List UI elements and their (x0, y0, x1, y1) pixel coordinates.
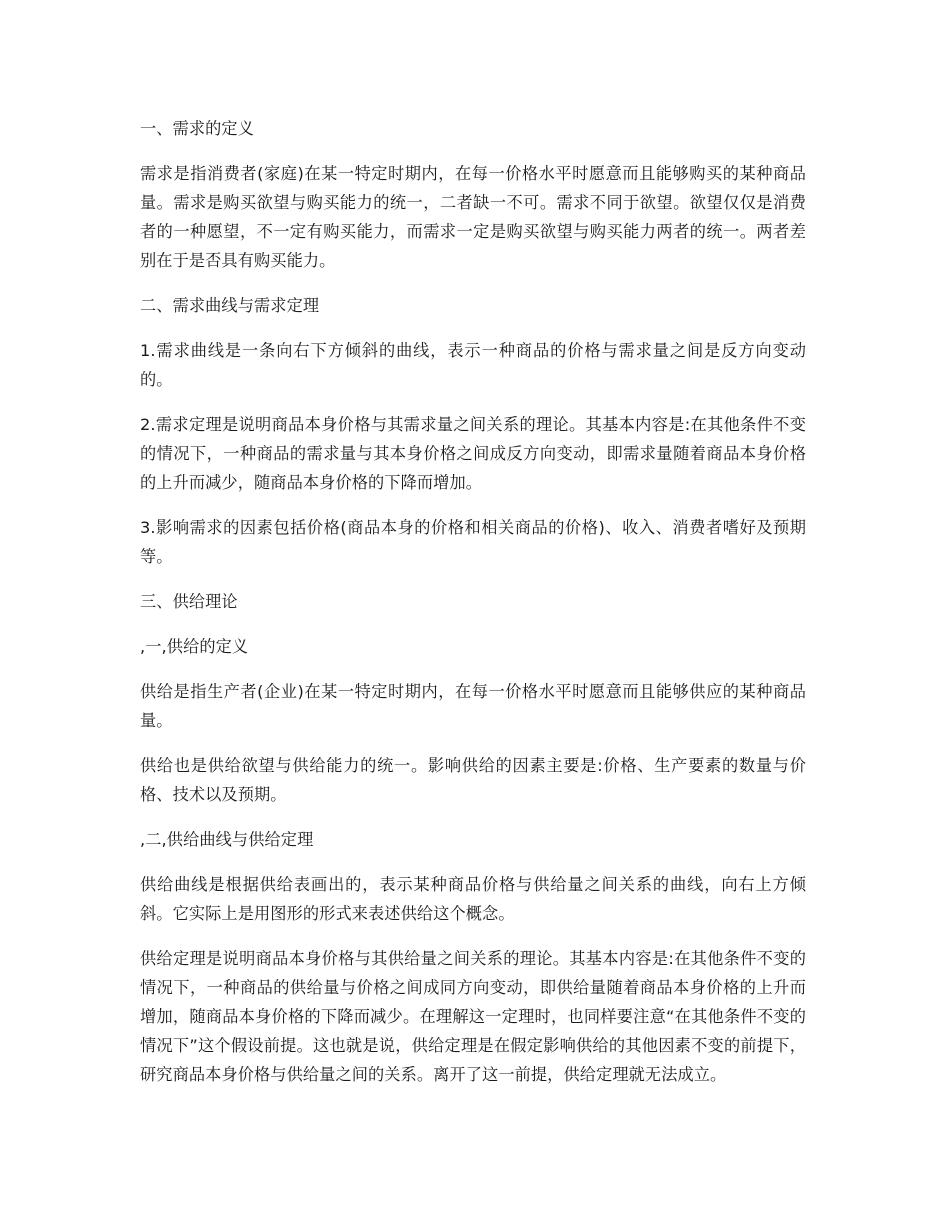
paragraph-supply-law: 供给定理是说明商品本身价格与其供给量之间关系的理论。其基本内容是:在其他条件不变的情况下，一种商品的供给量与价格之间成同方向变动，即供给量随着商品本身价格的上升而增加，随商品本身价格的下降而减少。在理解这一定理时，也同样要注意“在其他条件不变的情况下”这个假设前提。这也就是说，供给定理是在假定影响供给的其他因素不变的前提下，研究商品本身价格与供给量之间的关系。离开了这一前提，供给定理就无法成立。 (140, 949, 806, 1084)
section-heading-supply-theory: 三、供给理论 (140, 592, 238, 611)
subheading-supply-definition: ,一,供给的定义 (140, 637, 249, 656)
section-heading-demand-curve: 二、需求曲线与需求定理 (140, 296, 320, 315)
paragraph-supply-curve: 供给曲线是根据供给表画出的，表示某种商品价格与供给量之间关系的曲线，向右上方倾斜。它实际上是用图形的形式来表述供给这个概念。 (140, 875, 806, 923)
paragraph-demand-curve-item-2: 2.需求定理是说明商品本身价格与其需求量之间关系的理论。其基本内容是:在其他条件不变的情况下，一种商品的需求量与其本身价格之间成反方向变动，即需求量随着商品本身价格的上升而减少，随商品本身价格的下降而增加。 (140, 415, 806, 492)
paragraph-supply-factors: 供给也是供给欲望与供给能力的统一。影响供给的因素主要是:价格、生产要素的数量与价格、技术以及预期。 (140, 756, 806, 804)
paragraph-demand-definition: 需求是指消费者(家庭)在某一特定时期内，在每一价格水平时愿意而且能够购买的某种商品量。需求是购买欲望与购买能力的统一，二者缺一不可。需求不同于欲望。欲望仅仅是消费者的一种愿望，不一定有购买能力，而需求一定是购买欲望与购买能力两者的统一。两者差别在于是否具有购买能力。 (140, 164, 806, 270)
section-heading-demand-definition: 一、需求的定义 (140, 119, 255, 138)
paragraph-demand-curve-item-3: 3.影响需求的因素包括价格(商品本身的价格和相关商品的价格)、收入、消费者嗜好及预期等。 (140, 518, 806, 566)
subheading-supply-curve: ,二,供给曲线与供给定理 (140, 830, 314, 849)
document-body (140, 114, 806, 1105)
paragraph-demand-curve-item-1: 1.需求曲线是一条向右下方倾斜的曲线，表示一种商品的价格与需求量之间是反方向变动的。 (140, 341, 806, 389)
paragraph-supply-definition: 供给是指生产者(企业)在某一特定时期内，在每一价格水平时愿意而且能够供应的某种商品量。 (140, 682, 806, 730)
